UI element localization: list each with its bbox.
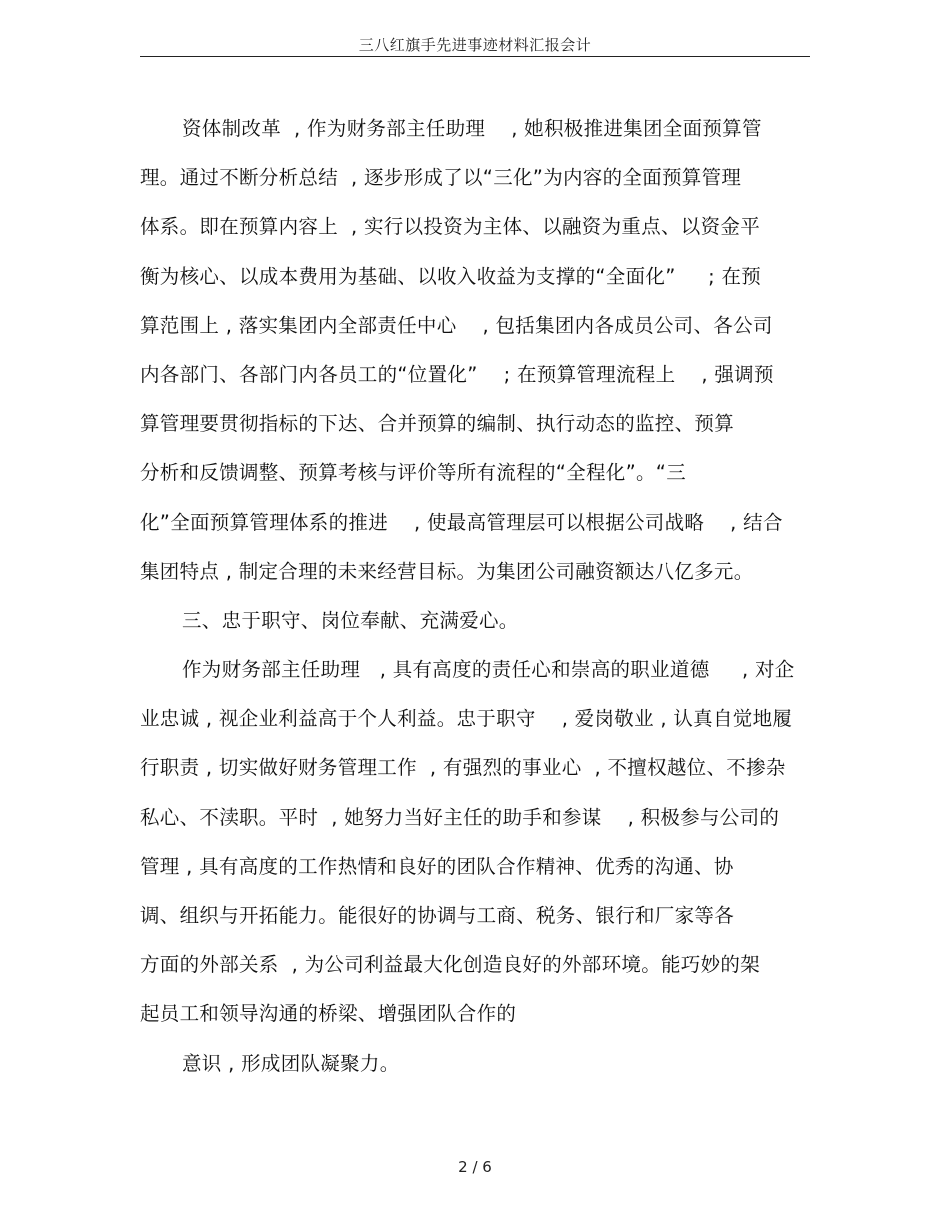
text-line: 作为财务部主任助理 , 具有高度的责任心和崇高的职业道德 , 对企 xyxy=(182,658,795,682)
text-line: 私心、不渎职。平时 , 她努力当好主任的助手和参谋 , 积极参与公司的 xyxy=(140,805,780,829)
text-line: 衡为核心、以成本费用为基础、以收入收益为支撑的“全面化” ; 在预 xyxy=(140,264,762,288)
text-line: 行职责 , 切实做好财务管理工作 , 有强烈的事业心 , 不擅权越位、不掺杂 xyxy=(140,756,786,780)
text-line: 方面的外部关系 , 为公司利益最大化创造良好的外部环境。能巧妙的架 xyxy=(140,953,760,977)
section-heading: 三、忠于职守、岗位奉献、充满爱心。 xyxy=(182,608,519,632)
text-line: 起员工和领导沟通的桥梁、增强团队合作的 xyxy=(140,1002,517,1026)
text-line: 体系。即在预算内容上 , 实行以投资为主体、以融资为重点、以资金平 xyxy=(140,215,760,239)
document-title: 三八红旗手先进事迹材料汇报会计 xyxy=(358,36,592,54)
text-line: 分析和反馈调整、预算考核与评价等所有流程的“全程化”。“三 xyxy=(140,461,687,485)
text-line: 化”全面预算管理体系的推进 , 使最高管理层可以根据公司战略 , 结合 xyxy=(140,510,783,534)
text-line: 内各部门、各部门内各员工的“位置化” ; 在预算管理流程上 , 强调预 xyxy=(140,362,774,386)
text-line: 算范围上 , 落实集团内全部责任中心 , 包括集团内各成员公司、各公司 xyxy=(140,313,773,337)
text-line: 集团特点 , 制定合理的未来经营目标。为集团公司融资额达八亿多元。 xyxy=(140,559,754,583)
page-header xyxy=(140,30,810,57)
text-line: 意识 , 形成团队凝聚力。 xyxy=(182,1051,400,1075)
text-line: 调、组织与开拓能力。能很好的协调与工商、税务、银行和厂家等各 xyxy=(140,904,735,927)
text-line: 资体制改革 , 作为财务部主任助理 , 她积极推进集团全面预算管 xyxy=(182,117,762,140)
document-body xyxy=(140,104,812,1088)
text-line: 理。通过不断分析总结 , 逐步形成了以“三化”为内容的全面预算管理 xyxy=(140,166,742,190)
text-line: 管理 , 具有高度的工作热情和良好的团队合作精神、优秀的沟通、协 xyxy=(140,854,734,878)
text-line: 业忠诚 , 视企业利益高于个人利益。忠于职守 , 爱岗敬业 , 认真自觉地履 xyxy=(140,707,793,731)
page-number: 2 / 6 xyxy=(458,1158,492,1176)
text-line: 算管理要贯彻指标的下达、合并预算的编制、执行动态的监控、预算 xyxy=(140,412,735,436)
